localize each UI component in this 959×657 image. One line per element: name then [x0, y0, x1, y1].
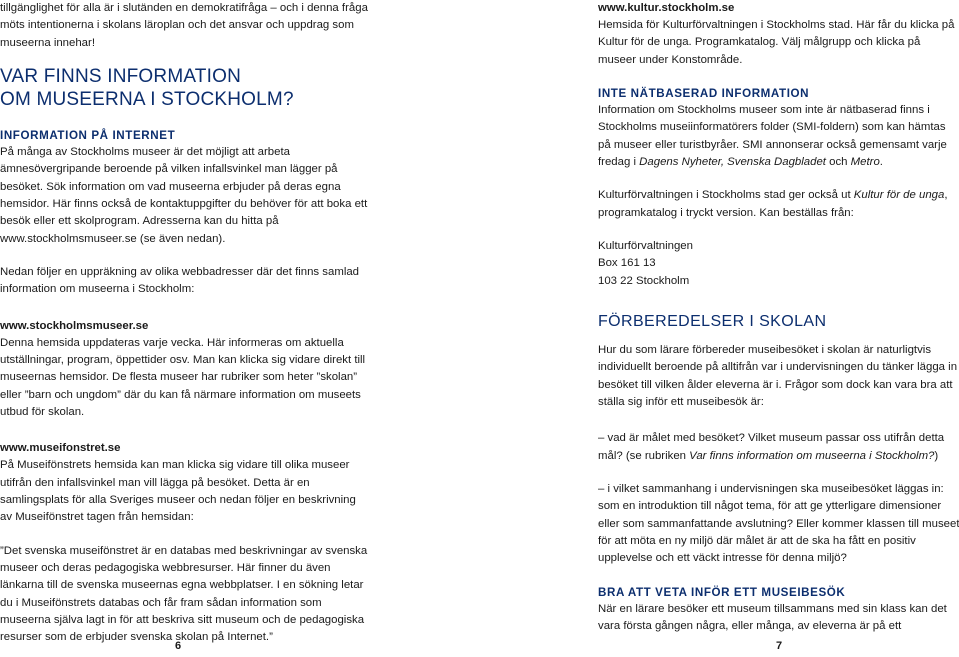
preparation-heading: FÖRBEREDELSER I SKOLAN: [598, 312, 827, 330]
section-heading-line-1: VAR FINNS INFORMATION: [0, 65, 241, 87]
intro-paragraph: tillgänglighet för alla är i slutänden en demokratifråga – och i denna fråga möts intentionerna i skolans läroplan och det ansvar och uppdrag som museerna innehar!: [0, 2, 368, 49]
postal-address: [598, 238, 959, 290]
stockholmsmuseer-description: Denna hemsida uppdateras varje vecka. Här informeras om aktuella utställningar, program, öppettider osv. Man kan klicka sig vidare direkt till museernas hemsidor. De flesta museer har rubriker som heter ”skolan” eller ”barn och ungdom” där du kan få närmare information om museets utbud för skolan.: [0, 336, 366, 418]
kultur-catalog-paragraph: Kulturförvaltningen i Stockholms stad ger också ut Kultur för de unga, programkatalog i tryckt version. Kan beställas från:: [598, 189, 948, 219]
museifonstret-description: På Museifönstrets hemsida kan man klicka sig vidare till olika museer utifrån den infallsvinkel man vill lägga på besöket. Detta är en samlingsplats för alla Sveriges museer och nedan följer en beskrivning av Museifönstret tagen från hemsidan:: [0, 459, 356, 524]
newspaper-names: Dagens Nyheter, Svenska Dagbladet: [639, 155, 826, 168]
section-heading-info: [0, 65, 368, 111]
address-line-1: Kulturförvaltningen: [598, 239, 693, 252]
good-to-know-heading: BRA ATT VETA INFÖR ETT MUSEIBESÖK: [598, 585, 846, 599]
site-entry-museifonstret: [0, 440, 368, 526]
museifonstret-link[interactable]: www.museifonstret.se: [0, 442, 121, 455]
metro-name: Metro: [850, 155, 880, 168]
right-page-column: [598, 0, 959, 635]
museifonstret-quote: ”Det svenska museifönstret är en databas med beskrivningar av svenska museer och deras pedagogiska webbresurser. Här finner du även länkarna till de svenska museernas egna webbplatser. I en sökning letar du i Museifönstrets databas och får fram sådan information som museerna själva lagt in för att beskriva sitt museum och de pedagogiska resurser som de erbjuder svenska skolan på Internet.”: [0, 544, 368, 644]
address-line-2: Box 161 13: [598, 257, 656, 270]
left-page-column: [0, 0, 368, 647]
catalog-title: Kultur för de unga: [853, 189, 945, 202]
list-intro-paragraph: Nedan följer en uppräkning av olika webbadresser där det finns samlad information om museerna i Stockholm:: [0, 265, 360, 296]
kultur-stockholm-description: Hemsida för Kulturförvaltningen i Stockholms stad. Här får du klicka på Kultur för de unga. Programkatalog. Välj målgrupp och klicka på museer under Konstområde.: [598, 19, 955, 66]
site-entry-stockholmsmuseer: [0, 318, 368, 422]
offline-info-heading: INTE NÄTBASERAD INFORMATION: [598, 86, 810, 100]
kultur-stockholm-link[interactable]: www.kultur.stockholm.se: [598, 2, 735, 14]
offline-info-paragraph: Information om Stockholms museer som inte är nätbaserad finns i Stockholms museiinformatörers folder (SMI-foldern) som kan hämtas på museer eller turistbyråer. SMI annonserar också gemensamt varje fredag i Dagens Nyheter, Svenska Dagbladet och Metro.: [598, 103, 947, 168]
site-entry-kultur: [598, 0, 959, 69]
question-1: – vad är målet med besöket? Vilket museum passar oss utifrån detta mål? (se rubriken Var finns information om museerna i Stockholm?): [598, 432, 945, 462]
section-heading-line-2: OM MUSEERNA I STOCKHOLM?: [0, 88, 294, 110]
stockholmsmuseer-link[interactable]: www.stockholmsmuseer.se: [0, 319, 149, 332]
address-line-3: 103 22 Stockholm: [598, 274, 690, 287]
internet-heading: INFORMATION PÅ INTERNET: [0, 128, 176, 142]
page-number-right: 7: [776, 640, 783, 652]
question-1-reference: Var finns information om museerna i Stockholm?: [689, 449, 935, 462]
question-2: – i vilket sammanhang i undervisningen ska museibesöket läggas in: som en introduktion till något tema, för att ge ytterligare dimensioner eller som sammanfattande avslutning? Eller kommer klassen till museet för att möta en ny miljö där målet är att de ska ha fått en positiv upplevelse och ett väckt intresse för denna miljö?: [598, 482, 959, 565]
page-number-left: 6: [175, 640, 182, 652]
preparation-paragraph: Hur du som lärare förbereder museibesöket i skolan är naturligtvis individuellt beroende på alltifrån var i undervisningen du tänker lägga in besöket till vilken ålder eleverna är i. Frågor som dock kan vara bra att ställa sig inför ett museibesök är:: [598, 343, 958, 408]
good-to-know-paragraph: När en lärare besöker ett museum tillsammans med sin klass kan det vara första gången några, eller många, av eleverna är på ett: [598, 602, 947, 632]
internet-paragraph: På många av Stockholms museer är det möjligt att arbeta ämnesövergripande beroende på vilken infallsvinkel man lägger på besöket. Sök information om vad museerna erbjuder på deras egna hemsidor. Här finns också de kontaktuppgifter du behöver för att boka ett besök eller ett skolprogram. Adresserna kan du hitta på www.stockholmsmuseer.se (se även nedan).: [0, 145, 368, 245]
